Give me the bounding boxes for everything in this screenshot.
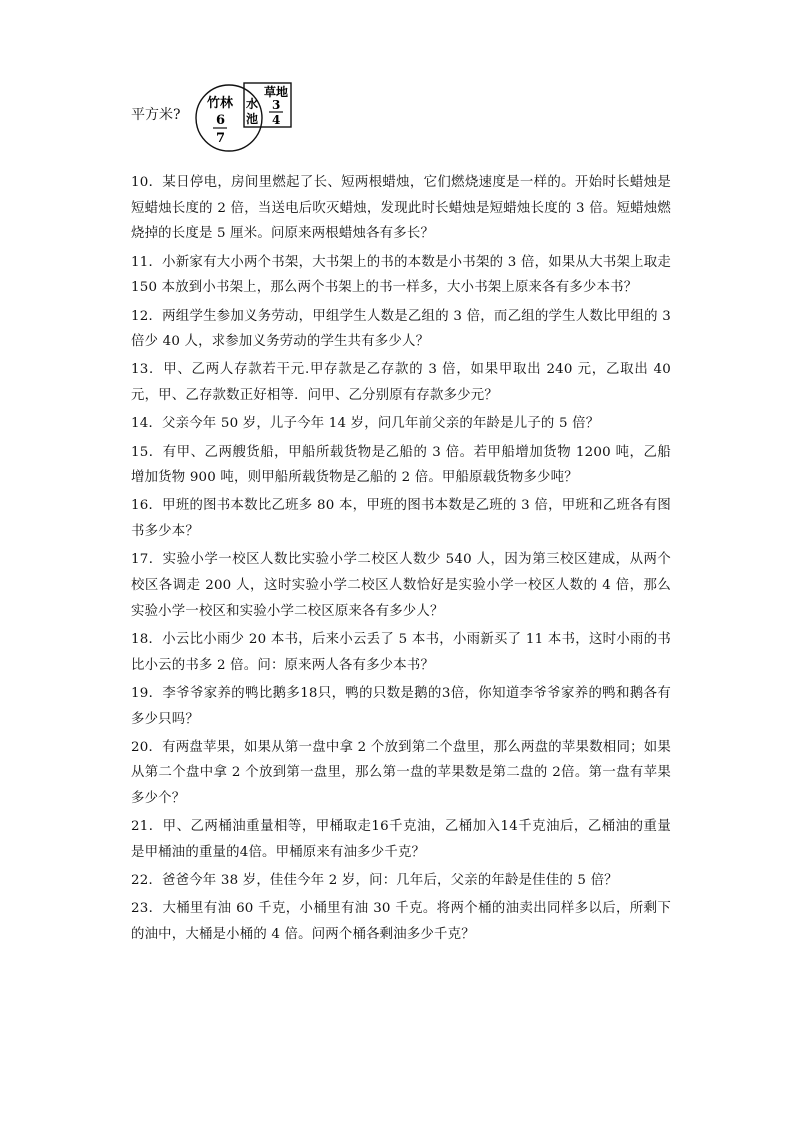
problem-16: 16．甲班的图书本数比乙班多 80 本，甲班的图书本数是乙班的 3 倍，甲班和乙班各有图书多少本？ (131, 498, 671, 540)
grass-label: 草地 (264, 85, 289, 99)
bamboo-label: 竹林 (207, 96, 234, 111)
area-figure (131, 80, 331, 156)
problem-17: 17．实验小学一校区人数比实验小学二校区人数少 540 人，因为第三校区建成，从两个校区各调走 200 人，这时实验小学二校区人数恰好是实验小学一校区人数的 4 倍，那么实验小学一校区和实验小学二校区原来各有多少人？ (131, 552, 671, 619)
problem-13: 13．甲、乙两人存款若干元.甲存款是乙存款的 3 倍，如果甲取出 240 元，乙取出 40 元，甲、乙存款数正好相等．问甲、乙分别原有存款多少元？ (131, 362, 671, 404)
pond-label-bottom: 池 (246, 112, 259, 126)
problem-11: 11．小新家有大小两个书架，大书架上的书的本数是小书架的 3 倍，如果从大书架上取走 150 本放到小书架上，那么两个书架上的书一样多，大小书架上原来各有多少本书？ (131, 254, 671, 296)
problem-15: 15．有甲、乙两艘货船，甲船所载货物是乙船的 3 倍。若甲船增加货物 1200 吨，乙船增加货物 900 吨，则甲船所载货物是乙船的 2 倍。甲船原载货物多少吨？ (131, 444, 671, 486)
problem-23: 23．大桶里有油 60 千克，小桶里有油 30 千克。将两个桶的油卖出同样多以后，所剩下的油中，大桶是小桶的 4 倍。问两个桶各剩油多少千克？ (131, 901, 671, 943)
grass-denominator: 4 (272, 113, 281, 127)
pond-label-top: 水 (246, 97, 259, 111)
problem-22: 22．爸爸今年 38 岁，佳佳今年 2 岁，问：几年后，父亲的年龄是佳佳的 5 倍？ (131, 873, 618, 889)
problem-10: 10．某日停电，房间里燃起了长、短两根蜡烛，它们燃烧速度是一样的。开始时长蜡烛是短蜡烛长度的 2 倍，当送电后吹灭蜡烛，发现此时长蜡烛是短蜡烛长度的 3 倍。短蜡烛燃烧掉的长度是 5 厘米。问原来两根蜡烛各有多长？ (131, 175, 671, 242)
grass-numerator: 3 (272, 98, 281, 112)
bamboo-numerator: 6 (216, 113, 226, 128)
unit-text: 平方米? (131, 107, 181, 123)
problem-20: 20．有两盘苹果，如果从第一盘中拿 2 个放到第二个盘里，那么两盘的苹果数相同；如果从第二个盘中拿 2 个放到第一盘里，那么第一盘的苹果数是第二盘的 2倍。第一盘有苹果多少个？ (131, 739, 671, 807)
problem-18: 18．小云比小雨少 20 本书，后来小云丢了 5 本书，小雨新买了 11 本书，这时小雨的书比小云的书多 2 倍。问：原来两人各有多少本书？ (131, 631, 671, 673)
problem-19: 19．李爷爷家养的鸭比鹅多18只，鸭的只数是鹅的3倍，你知道李爷爷家养的鸭和鹅各有多少只吗？ (131, 685, 671, 727)
problem-21: 21．甲、乙两桶油重量相等，甲桶取走16千克油，乙桶加入14千克油后，乙桶油的重量是甲桶油的重量的4倍。甲桶原来有油多少千克？ (131, 819, 671, 861)
venn-diagram (195, 80, 335, 156)
bamboo-denominator: 7 (216, 131, 226, 146)
problem-12: 12．两组学生参加义务劳动，甲组学生人数是乙组的 3 倍，而乙组的学生人数比甲组的 3 倍少 40 人，求参加义务劳动的学生共有多少人？ (131, 308, 671, 350)
problem-list (131, 170, 671, 950)
problem-14: 14．父亲今年 50 岁，儿子今年 14 岁，问几年前父亲的年龄是儿子的 5 倍？ (131, 416, 600, 432)
